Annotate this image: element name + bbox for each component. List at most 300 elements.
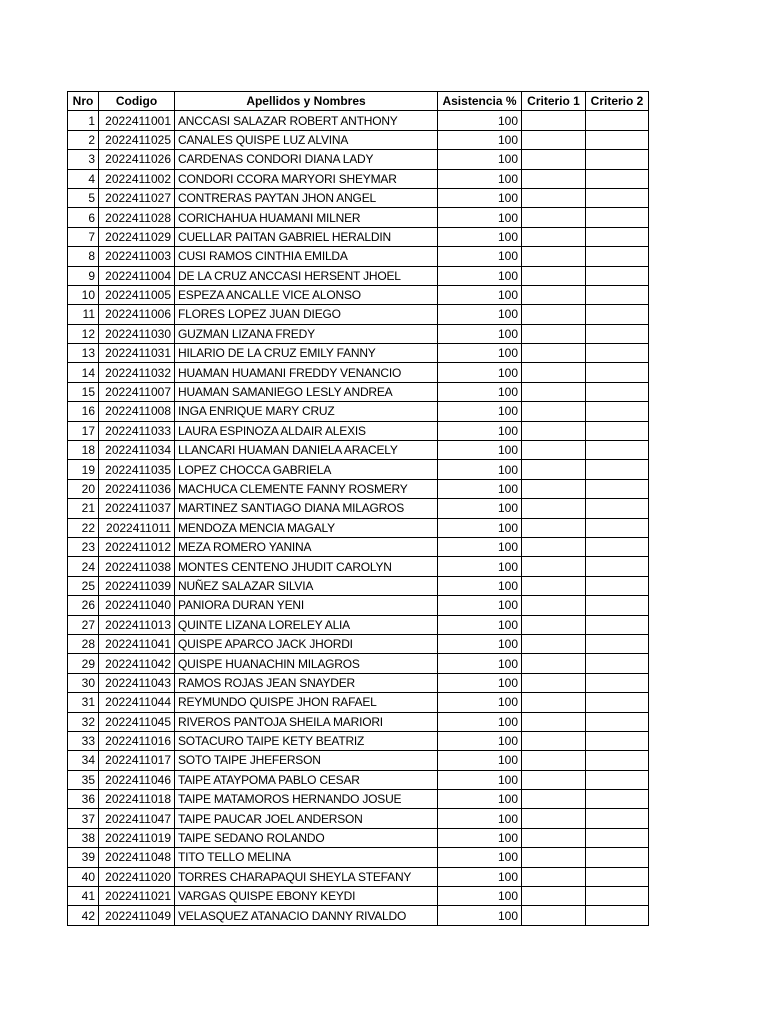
cell-apellidos-nombres: HUAMAN SAMANIEGO LESLY ANDREA: [175, 382, 438, 401]
cell-codigo: 2022411026: [99, 150, 175, 169]
cell-criterio-1: [522, 654, 586, 673]
cell-nro: 8: [68, 247, 99, 266]
cell-criterio-2: [586, 479, 649, 498]
table-row: [68, 770, 649, 789]
cell-criterio-1: [522, 441, 586, 460]
cell-criterio-1: [522, 634, 586, 653]
cell-nro: 26: [68, 596, 99, 615]
cell-criterio-2: [586, 751, 649, 770]
table-row: [68, 809, 649, 828]
cell-criterio-2: [586, 867, 649, 886]
cell-nro: 33: [68, 731, 99, 750]
cell-criterio-1: [522, 402, 586, 421]
cell-codigo: 2022411037: [99, 499, 175, 518]
table-row: [68, 266, 649, 285]
cell-criterio-2: [586, 402, 649, 421]
cell-apellidos-nombres: DE LA CRUZ ANCCASI HERSENT JHOEL: [175, 266, 438, 285]
cell-nro: 14: [68, 363, 99, 382]
table-row: [68, 751, 649, 770]
cell-criterio-2: [586, 169, 649, 188]
cell-asistencia: 100: [438, 596, 522, 615]
cell-codigo: 2022411018: [99, 790, 175, 809]
table-row: [68, 654, 649, 673]
cell-codigo: 2022411002: [99, 169, 175, 188]
cell-criterio-2: [586, 499, 649, 518]
cell-nro: 20: [68, 479, 99, 498]
cell-criterio-1: [522, 576, 586, 595]
cell-asistencia: 100: [438, 382, 522, 401]
cell-codigo: 2022411028: [99, 208, 175, 227]
cell-codigo: 2022411025: [99, 130, 175, 149]
cell-asistencia: 100: [438, 499, 522, 518]
cell-criterio-1: [522, 751, 586, 770]
cell-codigo: 2022411007: [99, 382, 175, 401]
cell-criterio-1: [522, 518, 586, 537]
cell-nro: 23: [68, 537, 99, 556]
table-row: [68, 790, 649, 809]
cell-criterio-2: [586, 712, 649, 731]
cell-criterio-1: [522, 615, 586, 634]
cell-codigo: 2022411049: [99, 906, 175, 925]
cell-criterio-2: [586, 790, 649, 809]
cell-codigo: 2022411043: [99, 673, 175, 692]
table-row: [68, 402, 649, 421]
cell-nro: 25: [68, 576, 99, 595]
cell-codigo: 2022411030: [99, 324, 175, 343]
cell-criterio-1: [522, 828, 586, 847]
cell-apellidos-nombres: MARTINEZ SANTIAGO DIANA MILAGROS: [175, 499, 438, 518]
cell-criterio-2: [586, 247, 649, 266]
table-row: [68, 867, 649, 886]
cell-asistencia: 100: [438, 363, 522, 382]
cell-nro: 40: [68, 867, 99, 886]
cell-apellidos-nombres: QUINTE LIZANA LORELEY ALIA: [175, 615, 438, 634]
cell-criterio-1: [522, 809, 586, 828]
cell-asistencia: 100: [438, 208, 522, 227]
cell-criterio-1: [522, 421, 586, 440]
table-row: [68, 673, 649, 692]
cell-criterio-1: [522, 712, 586, 731]
cell-criterio-1: [522, 887, 586, 906]
cell-criterio-1: [522, 557, 586, 576]
cell-asistencia: 100: [438, 537, 522, 556]
cell-asistencia: 100: [438, 266, 522, 285]
table-row: [68, 130, 649, 149]
table-row: [68, 111, 649, 130]
cell-codigo: 2022411019: [99, 828, 175, 847]
cell-apellidos-nombres: CANALES QUISPE LUZ ALVINA: [175, 130, 438, 149]
cell-criterio-1: [522, 188, 586, 207]
cell-apellidos-nombres: QUISPE HUANACHIN MILAGROS: [175, 654, 438, 673]
cell-nro: 19: [68, 460, 99, 479]
cell-apellidos-nombres: CARDENAS CONDORI DIANA LADY: [175, 150, 438, 169]
table-row: [68, 731, 649, 750]
cell-criterio-1: [522, 382, 586, 401]
cell-codigo: 2022411036: [99, 479, 175, 498]
cell-codigo: 2022411006: [99, 305, 175, 324]
cell-apellidos-nombres: TITO TELLO MELINA: [175, 848, 438, 867]
table-row: [68, 576, 649, 595]
cell-apellidos-nombres: MENDOZA MENCIA MAGALY: [175, 518, 438, 537]
cell-codigo: 2022411027: [99, 188, 175, 207]
cell-criterio-2: [586, 654, 649, 673]
cell-asistencia: 100: [438, 770, 522, 789]
cell-codigo: 2022411017: [99, 751, 175, 770]
table-row: [68, 305, 649, 324]
cell-codigo: 2022411012: [99, 537, 175, 556]
cell-nro: 31: [68, 693, 99, 712]
cell-criterio-1: [522, 906, 586, 925]
table-row: [68, 712, 649, 731]
cell-asistencia: 100: [438, 285, 522, 304]
attendance-table: [67, 91, 649, 926]
cell-criterio-1: [522, 731, 586, 750]
table-row: [68, 188, 649, 207]
cell-asistencia: 100: [438, 654, 522, 673]
cell-nro: 1: [68, 111, 99, 130]
cell-criterio-1: [522, 150, 586, 169]
cell-asistencia: 100: [438, 576, 522, 595]
cell-nro: 6: [68, 208, 99, 227]
cell-apellidos-nombres: TAIPE PAUCAR JOEL ANDERSON: [175, 809, 438, 828]
table-row: [68, 169, 649, 188]
table-header-row: [68, 92, 649, 111]
cell-nro: 32: [68, 712, 99, 731]
cell-criterio-2: [586, 344, 649, 363]
cell-nro: 3: [68, 150, 99, 169]
cell-codigo: 2022411045: [99, 712, 175, 731]
cell-apellidos-nombres: FLORES LOPEZ JUAN DIEGO: [175, 305, 438, 324]
cell-apellidos-nombres: RIVEROS PANTOJA SHEILA MARIORI: [175, 712, 438, 731]
cell-codigo: 2022411041: [99, 634, 175, 653]
cell-nro: 27: [68, 615, 99, 634]
cell-criterio-1: [522, 673, 586, 692]
cell-nro: 16: [68, 402, 99, 421]
cell-criterio-1: [522, 111, 586, 130]
cell-criterio-1: [522, 363, 586, 382]
cell-apellidos-nombres: MONTES CENTENO JHUDIT CAROLYN: [175, 557, 438, 576]
cell-criterio-1: [522, 867, 586, 886]
cell-criterio-2: [586, 305, 649, 324]
header-codigo: Codigo: [99, 92, 175, 111]
cell-criterio-2: [586, 382, 649, 401]
cell-asistencia: 100: [438, 247, 522, 266]
cell-nro: 21: [68, 499, 99, 518]
cell-codigo: 2022411020: [99, 867, 175, 886]
cell-nro: 34: [68, 751, 99, 770]
cell-nro: 36: [68, 790, 99, 809]
header-asistencia: Asistencia %: [438, 92, 522, 111]
cell-criterio-2: [586, 809, 649, 828]
cell-codigo: 2022411046: [99, 770, 175, 789]
cell-apellidos-nombres: HUAMAN HUAMANI FREDDY VENANCIO: [175, 363, 438, 382]
table-row: [68, 479, 649, 498]
cell-criterio-2: [586, 441, 649, 460]
cell-asistencia: 100: [438, 130, 522, 149]
cell-apellidos-nombres: GUZMAN LIZANA FREDY: [175, 324, 438, 343]
cell-codigo: 2022411038: [99, 557, 175, 576]
cell-apellidos-nombres: CORICHAHUA HUAMANI MILNER: [175, 208, 438, 227]
cell-apellidos-nombres: VARGAS QUISPE EBONY KEYDI: [175, 887, 438, 906]
cell-asistencia: 100: [438, 402, 522, 421]
cell-apellidos-nombres: TAIPE ATAYPOMA PABLO CESAR: [175, 770, 438, 789]
cell-criterio-2: [586, 557, 649, 576]
table-row: [68, 285, 649, 304]
cell-criterio-2: [586, 537, 649, 556]
cell-criterio-2: [586, 596, 649, 615]
cell-criterio-1: [522, 848, 586, 867]
cell-codigo: 2022411044: [99, 693, 175, 712]
cell-asistencia: 100: [438, 751, 522, 770]
cell-nro: 22: [68, 518, 99, 537]
cell-apellidos-nombres: ESPEZA ANCALLE VICE ALONSO: [175, 285, 438, 304]
cell-asistencia: 100: [438, 557, 522, 576]
cell-apellidos-nombres: ANCCASI SALAZAR ROBERT ANTHONY: [175, 111, 438, 130]
cell-nro: 5: [68, 188, 99, 207]
cell-nro: 41: [68, 887, 99, 906]
cell-codigo: 2022411003: [99, 247, 175, 266]
cell-criterio-1: [522, 790, 586, 809]
cell-asistencia: 100: [438, 712, 522, 731]
cell-criterio-2: [586, 673, 649, 692]
table-row: [68, 363, 649, 382]
cell-criterio-1: [522, 770, 586, 789]
cell-criterio-1: [522, 324, 586, 343]
cell-apellidos-nombres: LLANCARI HUAMAN DANIELA ARACELY: [175, 441, 438, 460]
cell-nro: 24: [68, 557, 99, 576]
cell-criterio-1: [522, 537, 586, 556]
cell-asistencia: 100: [438, 634, 522, 653]
cell-apellidos-nombres: SOTACURO TAIPE KETY BEATRIZ: [175, 731, 438, 750]
cell-nro: 17: [68, 421, 99, 440]
cell-criterio-2: [586, 111, 649, 130]
cell-criterio-1: [522, 693, 586, 712]
cell-codigo: 2022411039: [99, 576, 175, 595]
cell-codigo: 2022411034: [99, 441, 175, 460]
cell-asistencia: 100: [438, 188, 522, 207]
cell-apellidos-nombres: CONTRERAS PAYTAN JHON ANGEL: [175, 188, 438, 207]
cell-codigo: 2022411008: [99, 402, 175, 421]
header-criterio-1: Criterio 1: [522, 92, 586, 111]
cell-asistencia: 100: [438, 828, 522, 847]
cell-nro: 18: [68, 441, 99, 460]
cell-nro: 2: [68, 130, 99, 149]
cell-codigo: 2022411004: [99, 266, 175, 285]
cell-codigo: 2022411032: [99, 363, 175, 382]
cell-codigo: 2022411029: [99, 227, 175, 246]
table-row: [68, 615, 649, 634]
cell-apellidos-nombres: MACHUCA CLEMENTE FANNY ROSMERY: [175, 479, 438, 498]
cell-nro: 9: [68, 266, 99, 285]
cell-criterio-1: [522, 305, 586, 324]
cell-asistencia: 100: [438, 731, 522, 750]
cell-criterio-2: [586, 324, 649, 343]
cell-nro: 4: [68, 169, 99, 188]
table-row: [68, 208, 649, 227]
table-row: [68, 693, 649, 712]
header-criterio-2: Criterio 2: [586, 92, 649, 111]
cell-criterio-2: [586, 576, 649, 595]
cell-criterio-2: [586, 731, 649, 750]
cell-asistencia: 100: [438, 479, 522, 498]
cell-criterio-1: [522, 479, 586, 498]
cell-criterio-2: [586, 150, 649, 169]
cell-codigo: 2022411035: [99, 460, 175, 479]
cell-criterio-2: [586, 188, 649, 207]
cell-apellidos-nombres: LAURA ESPINOZA ALDAIR ALEXIS: [175, 421, 438, 440]
cell-nro: 38: [68, 828, 99, 847]
cell-asistencia: 100: [438, 518, 522, 537]
cell-asistencia: 100: [438, 906, 522, 925]
cell-apellidos-nombres: VELASQUEZ ATANACIO DANNY RIVALDO: [175, 906, 438, 925]
cell-criterio-2: [586, 828, 649, 847]
table-row: [68, 848, 649, 867]
cell-asistencia: 100: [438, 111, 522, 130]
table-row: [68, 499, 649, 518]
table-body: [68, 111, 649, 925]
table-row: [68, 537, 649, 556]
table-row: [68, 557, 649, 576]
cell-nro: 42: [68, 906, 99, 925]
cell-criterio-2: [586, 634, 649, 653]
cell-nro: 10: [68, 285, 99, 304]
cell-criterio-1: [522, 208, 586, 227]
table-row: [68, 227, 649, 246]
cell-criterio-1: [522, 169, 586, 188]
cell-codigo: 2022411040: [99, 596, 175, 615]
cell-apellidos-nombres: LOPEZ CHOCCA GABRIELA: [175, 460, 438, 479]
cell-asistencia: 100: [438, 169, 522, 188]
table-row: [68, 441, 649, 460]
header-apellidos-nombres: Apellidos y Nombres: [175, 92, 438, 111]
cell-criterio-2: [586, 615, 649, 634]
cell-codigo: 2022411021: [99, 887, 175, 906]
cell-nro: 13: [68, 344, 99, 363]
cell-criterio-2: [586, 518, 649, 537]
cell-codigo: 2022411005: [99, 285, 175, 304]
cell-nro: 11: [68, 305, 99, 324]
cell-nro: 29: [68, 654, 99, 673]
cell-apellidos-nombres: CUELLAR PAITAN GABRIEL HERALDIN: [175, 227, 438, 246]
cell-codigo: 2022411031: [99, 344, 175, 363]
cell-nro: 30: [68, 673, 99, 692]
cell-criterio-2: [586, 130, 649, 149]
cell-codigo: 2022411047: [99, 809, 175, 828]
cell-criterio-2: [586, 693, 649, 712]
cell-criterio-1: [522, 596, 586, 615]
cell-asistencia: 100: [438, 460, 522, 479]
cell-criterio-2: [586, 460, 649, 479]
cell-apellidos-nombres: CONDORI CCORA MARYORI SHEYMAR: [175, 169, 438, 188]
cell-apellidos-nombres: QUISPE APARCO JACK JHORDI: [175, 634, 438, 653]
cell-criterio-1: [522, 285, 586, 304]
cell-asistencia: 100: [438, 887, 522, 906]
cell-asistencia: 100: [438, 848, 522, 867]
cell-asistencia: 100: [438, 421, 522, 440]
cell-nro: 12: [68, 324, 99, 343]
table-row: [68, 634, 649, 653]
cell-criterio-2: [586, 770, 649, 789]
cell-asistencia: 100: [438, 867, 522, 886]
header-nro: Nro: [68, 92, 99, 111]
cell-criterio-1: [522, 227, 586, 246]
table-row: [68, 518, 649, 537]
table-row: [68, 421, 649, 440]
table-row: [68, 906, 649, 925]
cell-criterio-2: [586, 227, 649, 246]
cell-asistencia: 100: [438, 227, 522, 246]
cell-nro: 39: [68, 848, 99, 867]
cell-codigo: 2022411048: [99, 848, 175, 867]
cell-asistencia: 100: [438, 324, 522, 343]
cell-apellidos-nombres: CUSI RAMOS CINTHIA EMILDA: [175, 247, 438, 266]
cell-asistencia: 100: [438, 305, 522, 324]
table-row: [68, 247, 649, 266]
cell-apellidos-nombres: MEZA ROMERO YANINA: [175, 537, 438, 556]
cell-criterio-2: [586, 887, 649, 906]
cell-codigo: 2022411042: [99, 654, 175, 673]
table-row: [68, 887, 649, 906]
cell-apellidos-nombres: TAIPE MATAMOROS HERNANDO JOSUE: [175, 790, 438, 809]
cell-asistencia: 100: [438, 809, 522, 828]
cell-criterio-1: [522, 344, 586, 363]
cell-criterio-1: [522, 499, 586, 518]
table-row: [68, 150, 649, 169]
cell-criterio-2: [586, 363, 649, 382]
cell-codigo: 2022411001: [99, 111, 175, 130]
cell-criterio-1: [522, 266, 586, 285]
cell-apellidos-nombres: TAIPE SEDANO ROLANDO: [175, 828, 438, 847]
cell-criterio-1: [522, 130, 586, 149]
cell-apellidos-nombres: HILARIO DE LA CRUZ EMILY FANNY: [175, 344, 438, 363]
cell-criterio-1: [522, 247, 586, 266]
cell-apellidos-nombres: PANIORA DURAN YENI: [175, 596, 438, 615]
cell-nro: 28: [68, 634, 99, 653]
cell-apellidos-nombres: SOTO TAIPE JHEFERSON: [175, 751, 438, 770]
cell-criterio-2: [586, 906, 649, 925]
cell-asistencia: 100: [438, 441, 522, 460]
cell-nro: 7: [68, 227, 99, 246]
cell-codigo: 2022411013: [99, 615, 175, 634]
cell-criterio-2: [586, 421, 649, 440]
cell-nro: 35: [68, 770, 99, 789]
cell-apellidos-nombres: TORRES CHARAPAQUI SHEYLA STEFANY: [175, 867, 438, 886]
cell-nro: 15: [68, 382, 99, 401]
cell-asistencia: 100: [438, 790, 522, 809]
cell-asistencia: 100: [438, 344, 522, 363]
cell-criterio-2: [586, 208, 649, 227]
cell-asistencia: 100: [438, 673, 522, 692]
cell-apellidos-nombres: INGA ENRIQUE MARY CRUZ: [175, 402, 438, 421]
table-row: [68, 344, 649, 363]
table-row: [68, 596, 649, 615]
cell-apellidos-nombres: NUÑEZ SALAZAR SILVIA: [175, 576, 438, 595]
cell-criterio-2: [586, 285, 649, 304]
table-row: [68, 324, 649, 343]
cell-codigo: 2022411016: [99, 731, 175, 750]
cell-apellidos-nombres: REYMUNDO QUISPE JHON RAFAEL: [175, 693, 438, 712]
cell-apellidos-nombres: RAMOS ROJAS JEAN SNAYDER: [175, 673, 438, 692]
cell-asistencia: 100: [438, 150, 522, 169]
table-row: [68, 460, 649, 479]
cell-criterio-2: [586, 848, 649, 867]
table-row: [68, 382, 649, 401]
cell-codigo: 2022411033: [99, 421, 175, 440]
cell-criterio-2: [586, 266, 649, 285]
cell-nro: 37: [68, 809, 99, 828]
cell-codigo: 2022411011: [99, 518, 175, 537]
cell-asistencia: 100: [438, 693, 522, 712]
